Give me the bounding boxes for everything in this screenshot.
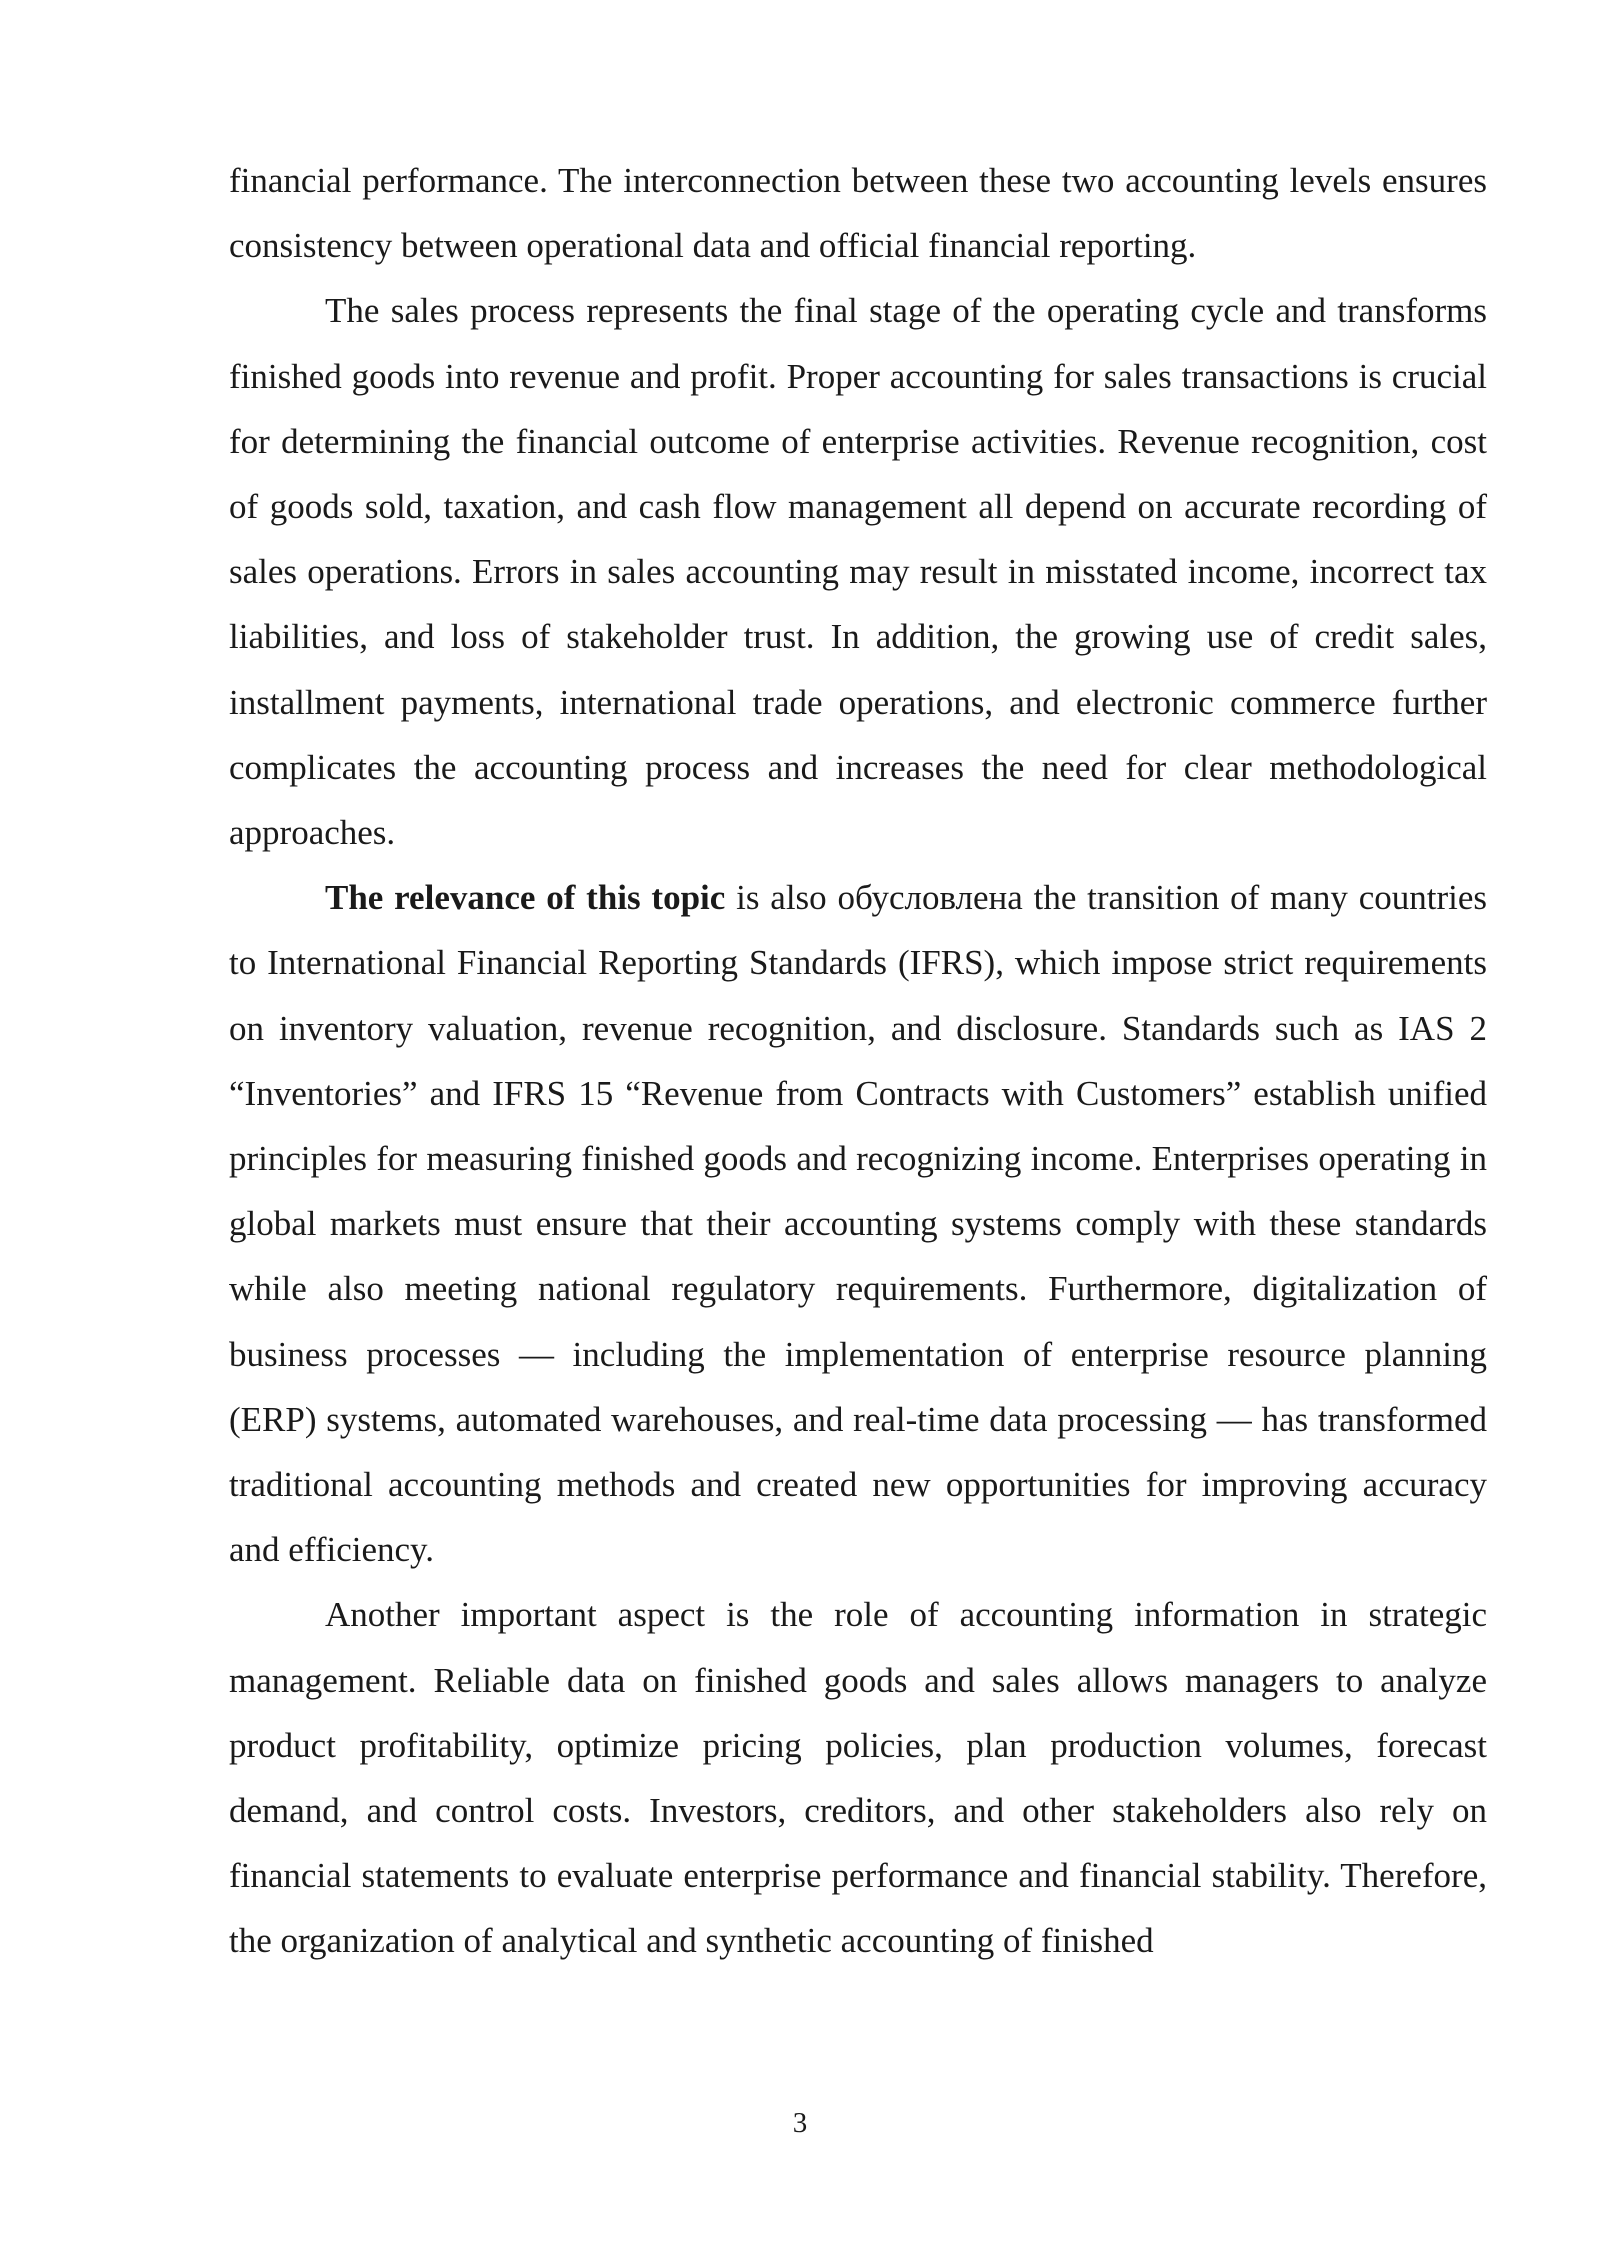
paragraph-strategic-management <box>229 1582 1487 1973</box>
paragraph-bold-lead: The relevance of this topic <box>325 878 726 918</box>
page-body <box>229 148 1487 1974</box>
paragraph-sales-process <box>229 278 1487 865</box>
paragraph-text: The sales process represents the final stage of the operating cycle and transforms finished goods into revenue and profit. Proper accounting for sales transactions is crucial for determining the financial outcome of enterprise activities. Revenue recognition, cost of goods sold, taxation, and cash flow management all depend on accurate recording of sales operations. Errors in sales accounting may result in misstated income, incorrect tax liabilities, and loss of stakeholder trust. In addition, the growing use of credit sales, installment payments, international trade operations, and electronic commerce further complicates the accounting process and increases the need for clear methodological approaches. <box>229 291 1487 853</box>
paragraph-relevance <box>229 865 1487 1582</box>
paragraph-text: is also обусловлена the transition of many countries to International Financial Reporting Standards (IFRS), which impose strict requirements on inventory valuation, revenue recognition, and disclosure. Standards such as IAS 2 “Inventories” and IFRS 15 “Revenue from Contracts with Customers” establish unified principles for measuring finished goods and recognizing income. Enterprises operating in global markets must ensure that their accounting systems comply with these standards while also meeting national regulatory requirements. Furthermore, digitalization of business processes — including the implementation of enterprise resource planning (ERP) systems, automated warehouses, and real-time data processing — has transformed traditional accounting methods and created new opportunities for improving accuracy and efficiency. <box>229 878 1488 1570</box>
paragraph-text: financial performance. The interconnection between these two accounting levels ensures consistency between operational data and official financial reporting. <box>229 161 1487 266</box>
page-number: 3 <box>792 2107 808 2139</box>
paragraph-text: Another important aspect is the role of accounting information in strategic management. Reliable data on finished goods and sales allows managers to analyze product profitability, optimize pricing policies, plan production volumes, forecast demand, and control costs. Investors, creditors, and other stakeholders also rely on financial statements to evaluate enterprise performance and financial stability. Therefore, the organization of analytical and synthetic accounting of finished <box>229 1595 1487 1961</box>
paragraph-continuation <box>229 148 1487 278</box>
